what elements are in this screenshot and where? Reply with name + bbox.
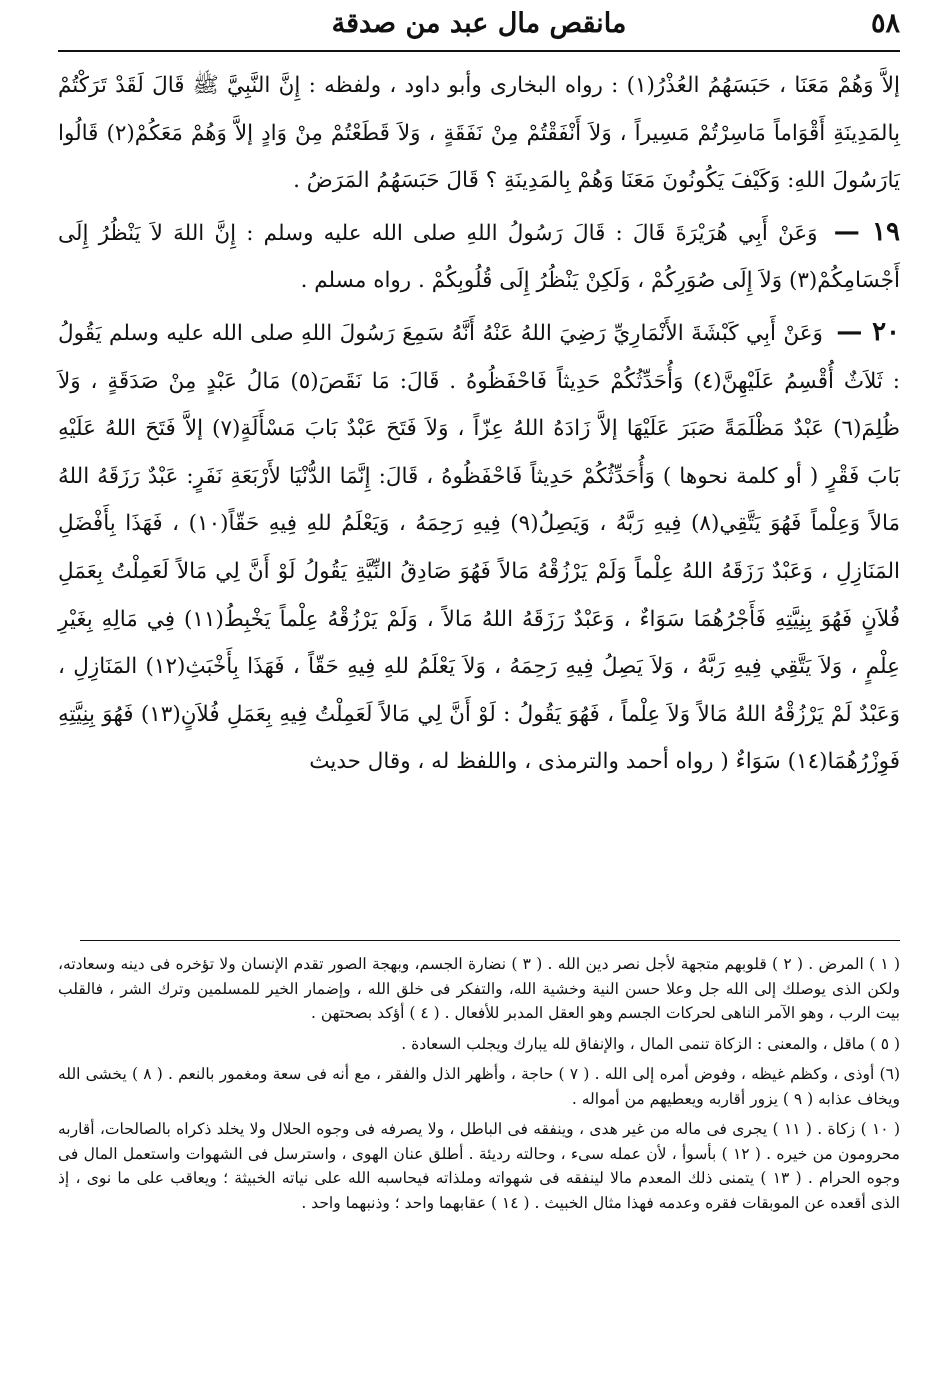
running-title: مانقص مال عبد من صدقة [331,8,627,39]
footnote-group: ( ١٠ ) زكاة . ( ١١ ) يجرى فى ماله من غير هدى ، وينفقه فى الباطل ، ولا يصرفه فى وجوه الحلال ولا يخلد ذكراه بالصالحات، أقاربه محرومون من خيره . ( ١٢ ) بأسوأ ، لأن عمله سىء ، وحالته رديئة . أطلق عنان الهوى ، واسترسل فى الشهوات واستعمل المال فى وجوه الحرام . ( ١٣ ) يتمنى ذلك المعدم مالا لينفقه فى شهواته وملذاته فيحاسبه الله على نياته الخبيثة ؛ ويعاقب على ما نوى ، إذ الذى أقعده عن الموبقات فقره وعدمه فهذا مثال الخبيث . ( ١٤ ) عقابهما واحد ؛ وذنبهما واحد . [58,1120,900,1212]
book-page [58,0,900,1376]
hadith-20 [58,309,900,786]
paragraph-continuation [58,62,900,205]
header-rule [58,50,900,52]
hadith-19 [58,209,900,305]
footnote-group: ( ١ ) المرض . ( ٢ ) قلوبهم متجهة لأجل نصر دين الله . ( ٣ ) نضارة الجسم، وبهجة الصور تقدم الإنسان ولا تؤخره فى دينه وسعادته، ولكن الذى يوصلك إلى الله جل وعلا حسن النية وخشية الله، والتفكر فى خلق الله ، وإضمار الخير للمسلمين وترك الشر ، فالقلب بيت الرب ، وهو الآمر الناهى لحركات الجسم وهو العقل المدبر للأفعال . ( ٤ ) أؤكد بصحتهن . [58,955,900,1022]
footnote-group: ( ٥ ) ماقل ، والمعنى : الزكاة تنمى المال ، والإنفاق لله يبارك ويجلب السعادة . [401,1034,900,1053]
page-number: ٥٨ [870,8,900,39]
page-header [58,6,900,46]
footnotes [58,952,900,1221]
hadith-number: ١٩ — [833,216,900,247]
paragraph-text: وَعَنْ أَبِي هُرَيْرَةَ قَالَ : قَالَ رَسُولُ اللهِ صلى الله عليه وسلم : إِنَّ اللهَ لاَ يَنْظُرُ إِلَى أَجْسَامِكُمْ(٣) وَلاَ إِلَى صُوَرِكُمْ ، وَلَكِنْ يَنْظُرُ إِلَى قُلُوبِكُمْ . رواه مسلم . [58,220,900,294]
paragraph-text: إلاَّ وَهُمْ مَعَنَا ، حَبَسَهُمُ العُذْرُ(١) : رواه البخارى وأبو داود ، ولفظه : إِنَّ النَّبِيَّ ﷺ قَالَ لَقَدْ تَرَكْتُمْ بِالمَدِينَةِ أَقْوَاماً مَاسِرْتُمْ مَسِيراً ، وَلاَ أَنْفَقْتُمْ مِنْ نَفَقَةٍ ، وَلاَ قَطَعْتُمْ مِنْ وَادٍ إلاَّ وَهُمْ مَعَكُمْ(٢) قَالُوا يَارَسُولَ اللهِ: وَكَيْفَ يَكُونُونَ مَعَنَا وَهُمْ بِالمَدِينَةِ ؟ قَالَ حَبَسَهُمُ المَرَضُ . [58,73,900,194]
footnote-group: (٦) أوذى ، وكظم غيظه ، وفوض أمره إلى الله . ( ٧ ) حاجة ، وأظهر الذل والفقر ، مع أنه فى سعة ومغمور بالنعم . ( ٨ ) يخشى الله ويخاف عذابه ( ٩ ) يزور أقاربه ويعطيهم من أمواله . [58,1065,900,1108]
footnote-separator [80,940,900,941]
main-text [58,62,900,790]
paragraph-text: وَعَنْ أَبِي كَبْشَةَ الأَنْمَارِيِّ رَضِيَ اللهُ عَنْهُ أَنَّهُ سَمِعَ رَسُولَ اللهِ صلى الله عليه وسلم يَقُولُ : ثَلاَثٌ أُقْسِمُ عَلَيْهِنَّ(٤) وَأُحَدِّثُكُمْ حَدِيثاً فَاحْفَظُوهُ . قَالَ: مَا نَقَصَ(٥) مَالُ عَبْدٍ مِنْ صَدَقَةٍ ، وَلاَ ظُلِمَ(٦) عَبْدٌ مَظْلَمَةً صَبَرَ عَلَيْهَا إلاَّ زَادَهُ اللهُ عِزّاً ، وَلاَ فَتَحَ عَبْدٌ بَابَ مَسْأَلَةٍ(٧) إلاَّ فَتَحَ اللهُ عَلَيْهِ بَابَ فَقْرٍ ( أو كلمة نحوها ) وَأُحَدِّثُكُمْ حَدِيثاً فَاحْفَظُوهُ ، قَالَ: إِنَّمَا الدُّنْيَا لأَرْبَعَةِ نَفَرٍ: عَبْدٌ رَزَقَهُ اللهُ مَالاً وَعِلْماً فَهُوَ يَتَّقِي(٨) فِيهِ رَبَّهُ ، وَيَصِلُ(٩) فِيهِ رَحِمَهُ ، وَيَعْلَمُ للهِ فِيهِ حَقّاً(١٠) ، فَهَذَا بِأَفْضَلِ المَنَازِلِ ، وَعَبْدٌ رَزَقَهُ اللهُ عِلْماً وَلَمْ يَرْزُقْهُ مَالاً فَهُوَ صَادِقُ النِّيَّةِ يَقُولُ لَوْ أَنَّ لِي مَالاً لَعَمِلْتُ بِعَمَلِ فُلاَنٍ فَهُوَ بِنِيَّتِهِ فَأَجْرُهُمَا سَوَاءٌ ، وَعَبْدٌ رَزَقَهُ اللهُ مَالاً ، وَلَمْ يَرْزُقْهُ عِلْماً يَخْبِطُ(١١) فِي مَالِهِ بِغَيْرِ عِلْمٍ ، وَلاَ يَتَّقِي فِيهِ رَبَّهُ ، وَلاَ يَصِلُ فِيهِ رَحِمَهُ ، وَلاَ يَعْلَمُ للهِ فِيهِ حَقّاً ، فَهَذَا بِأَخْبَثِ(١٢) المَنَازِلِ ، وَعَبْدٌ لَمْ يَرْزُقْهُ اللهُ مَالاً وَلاَ عِلْماً ، فَهُوَ يَقُولُ : لَوْ أَنَّ لِي مَالاً لَعَمِلْتُ فِيهِ بِعَمَلِ فُلاَنٍ(١٣) فَهُوَ بِنِيَّتِهِ فَوِزْرُهُمَا(١٤) سَوَاءٌ ( رواه أحمد والترمذى ، واللفظ له ، وقال حديث [58,320,901,775]
hadith-number: ٢٠ — [836,316,900,347]
